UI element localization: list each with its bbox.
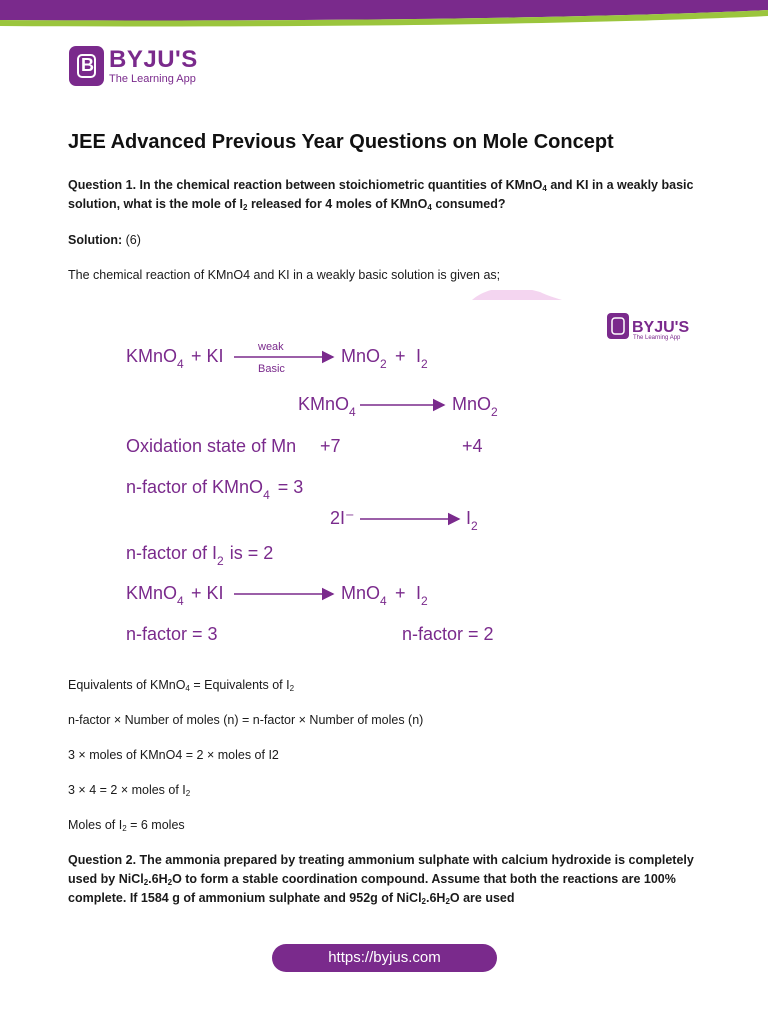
eq-mno2-b: MnO$_2$: [452, 394, 498, 419]
page-title: JEE Advanced Previous Year Questions on Mole Concept: [68, 131, 614, 153]
diagram-logo-name: BYJU'S: [632, 319, 690, 336]
byjus-logo[interactable]: [69, 46, 198, 86]
eq-i2: $I_2$: [416, 346, 428, 371]
brand-name: BYJU'S: [109, 45, 198, 73]
arrow-label-weak: weak: [258, 341, 284, 353]
eq-plus: +: [395, 346, 406, 366]
eq-plus-c: +: [395, 583, 406, 603]
n-factor-i2: n-factor of $I_2$ is = 2: [126, 543, 274, 568]
moles-equation: 3 × moles of KMnO4 = 2 × moles of I2: [68, 748, 279, 762]
arrow-label-basic: Basic: [258, 363, 285, 375]
reaction-diagram: [0, 290, 768, 660]
watermark-shape: [472, 290, 562, 300]
equivalents-line: Equivalents of KMnO$_4$ = Equivalents of $I_2$: [68, 678, 295, 693]
n-factor-kmno4: n-factor of KMnO$_4$ = 3: [126, 477, 304, 502]
eq-i2-c: $I_2$: [416, 583, 428, 608]
eq-mno4: MnO$_4$: [341, 583, 387, 608]
n-factor-right: n-factor = 2: [402, 624, 494, 644]
header-band: [0, 0, 768, 28]
eq-kmno4-c: KMnO$_4$: [126, 583, 184, 608]
solution-line: Solution: (6): [68, 233, 141, 247]
question-1: Question 1. In the chemical reaction between stoichiometric quantities of KMnO$_4$ and KI in a weakly basic solution, what is the mole of $I_2$ released for 4 moles of KMnO$_4$ consumed?: [68, 178, 694, 212]
calc-equation: 3 × 4 = 2 × moles of $I_2$: [68, 783, 191, 798]
oxidation-label: Oxidation state of Mn: [126, 436, 297, 456]
eq-2i: 2I⁻: [330, 508, 355, 528]
byjus-logo-icon: [69, 46, 104, 86]
n-factor-equation: n-factor × Number of moles (n) = n-factor × Number of moles (n): [68, 713, 424, 727]
oxidation-left: +7: [320, 436, 341, 456]
oxidation-right: +4: [462, 436, 483, 456]
intro-text: The chemical reaction of KMnO4 and KI in a weakly basic solution is given as;: [68, 268, 501, 282]
eq-kmno4: KMnO$_4$: [126, 346, 184, 371]
eq-plus-ki-c: + KI: [191, 583, 224, 603]
eq-i2-b: $I_2$: [466, 508, 478, 533]
logo-letter: B: [81, 55, 94, 75]
diagram-logo-tagline: The Learning App: [633, 335, 681, 341]
eq-mno2: MnO$_2$: [341, 346, 387, 371]
diagram-logo-icon: [607, 313, 629, 339]
footer-url-link[interactable]: https://byjus.com: [272, 944, 497, 972]
n-factor-left: n-factor = 3: [126, 624, 218, 644]
result-line: Moles of $I_2 = 6$ moles: [68, 818, 185, 833]
brand-tagline: The Learning App: [109, 72, 196, 85]
eq-plus-ki: + KI: [191, 346, 224, 366]
question-2: Question 2. The ammonia prepared by treating ammonium sulphate with calcium hydroxide is completely used by $NiCl_2.6H_2O$ to form a stable coordination compound. Assume that both the reactions are 100% complete. If 1584 g of ammonium sulphate and 952g of $NiCl_2.6H_2O$ are used: [68, 853, 694, 906]
eq-kmno4-b: KMnO$_4$: [298, 394, 356, 419]
